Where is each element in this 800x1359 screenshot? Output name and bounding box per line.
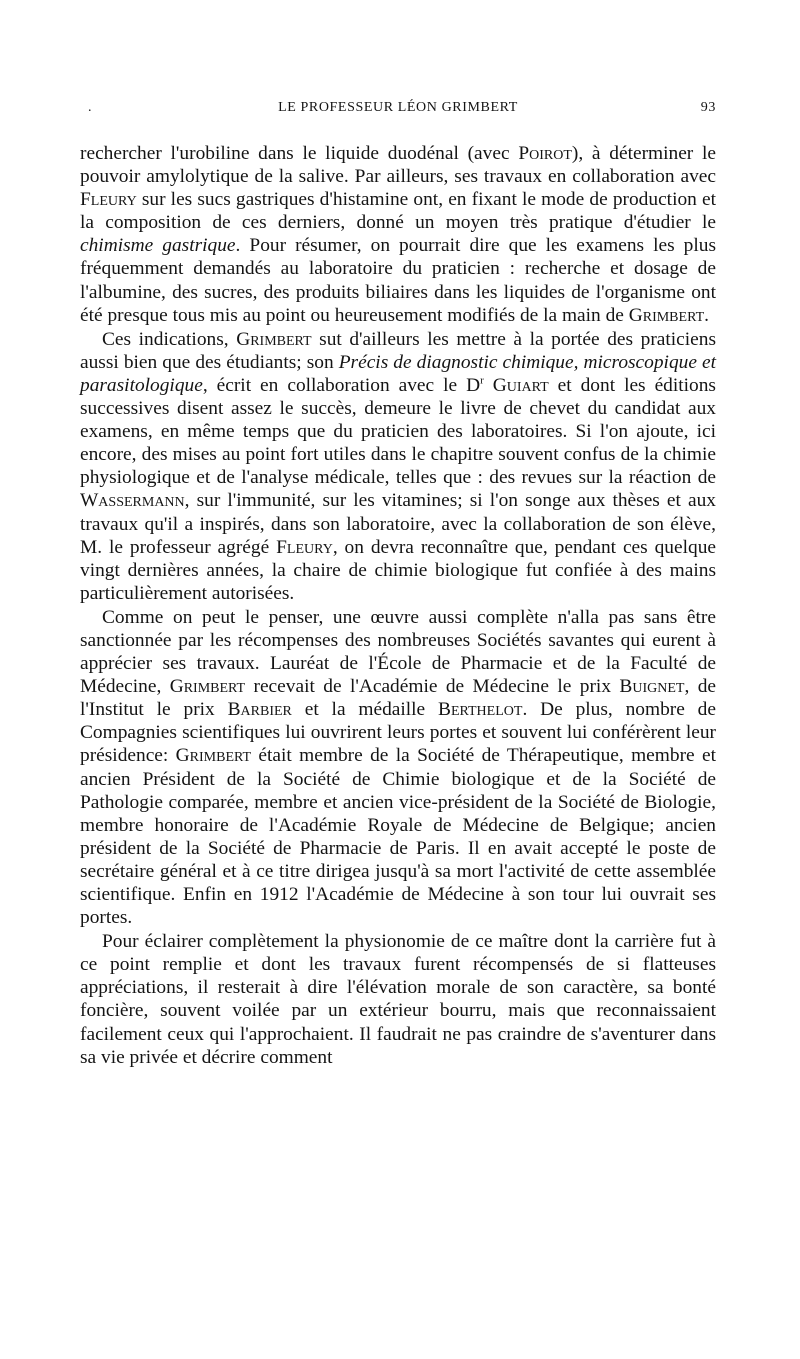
name-smallcaps: Wassermann [80, 490, 185, 512]
paragraph-3 [80, 606, 716, 929]
text-run: sur les sucs gastriques d'histamine ont, en fixant le mode de production et la composition de ces derniers, donné un moyen très pratique d'étudier le [80, 189, 716, 234]
running-title: LE PROFESSEUR LÉON GRIMBERT [278, 100, 518, 115]
paragraph-4 [80, 930, 716, 1069]
text-run: , on devra reconnaître que, pendant ces quelque vingt dernières années, la chaire de chimie biologique fut confiée à des mains particulièrement autorisées. [80, 536, 716, 604]
name-smallcaps: Poirot [518, 143, 572, 164]
name-smallcaps: Fleury [80, 189, 137, 211]
text-run: recevait de l'Académie de Médecine le prix [245, 676, 620, 698]
text-run: . [704, 304, 709, 326]
text-run: et dont les éditions successives disent assez le succès, demeure le livre de chevet du candidat aux examens, en même temps que du praticien des laboratoires. Si l'on ajoute, ici encore, des mises au point fort utiles dans le chapitre souvent confus de la chimie physiologique et de l'analyse médicale, telles que : des revues sur la réaction de [80, 374, 716, 489]
superscript: r [480, 374, 484, 387]
name-smallcaps: Grimbert [169, 676, 246, 698]
name-smallcaps: Fleury [276, 536, 333, 558]
text-run: Comme on peut le penser, une œuvre aussi complète n'alla pas sans être sanctionnée par les récompenses des nombreuses Sociétés savantes qui eurent à apprécier ses travaux. Lauréat de l'École de Pharmacie et de la Faculté de Médecine, [80, 606, 716, 698]
name-smallcaps: Grimbert [236, 328, 312, 350]
page-number: 93 [700, 100, 716, 115]
italic-title: Précis de diagnostic chimique, microscopique et parasitologique [80, 351, 716, 396]
name-smallcaps: Guiart [492, 374, 549, 396]
name-smallcaps: Buignet [619, 676, 685, 698]
paragraph-2 [80, 328, 716, 605]
text-run: , de l'Institut le prix [80, 676, 717, 721]
name-smallcaps: Barbier [227, 699, 292, 721]
name-smallcaps: Berthelot [438, 699, 523, 721]
text-run [484, 375, 493, 396]
text-run: sut d'ailleurs les mettre à la portée des praticiens aussi bien que des étudiants; son [80, 328, 716, 373]
text-run: Pour éclairer complètement la physionomie de ce maître dont la carrière fut à ce point remplie et dont les travaux furent récompensés de si flatteuses appréciations, il resterait à dire l'élévation morale de son caractère, sa bonté foncière, souvent voilée par un extérieur bourru, mais que reconnaissaient facilement ceux qui l'approchaient. Il faudrait ne pas craindre de s'aventurer dans sa vie privée et décrire comment [80, 931, 716, 1068]
text-run: ), à déterminer le pouvoir amylolytique de la salive. Par ailleurs, ses travaux en collaboration avec [80, 143, 717, 188]
text-run: . Pour résumer, on pourrait dire que les examens les plus fréquemment demandés au laboratoire du praticien : recherche et dosage de l'albumine, des sucres, des produits biliaires dans les liquides de l'organisme ont été presque tous mis au point ou heureusement modifiés de la main de [80, 235, 717, 326]
text-run: . De plus, nombre de Compagnies scientifiques lui ouvrirent leurs portes et souvent lui conférèrent leur présidence: [80, 699, 716, 767]
text-run: était membre de la Société de Thérapeutique, membre et ancien Président de la Société de Chimie biologique et de la Société de Pathologie comparée, membre et ancien vice-président de la Société de Biologie, membre honoraire de l'Académie Royale de Médecine de Belgique; ancien président de la Société de Pharmacie de Paris. Il en avait accepté le poste de secrétaire général et à ce titre dirigea jusqu'à sa mort l'activité de cette assemblée scientifique. Enfin en 1912 l'Académie de Médecine à son tour lui ouvrait ses portes. [80, 745, 716, 929]
running-head [80, 100, 716, 126]
book-page [80, 100, 716, 1069]
text-run: rechercher l'urobiline dans le liquide duodénal (avec [80, 143, 519, 164]
italic-title: chimisme gastrique [80, 235, 236, 257]
name-smallcaps: Grimbert [175, 745, 252, 767]
body-text [80, 142, 716, 1069]
text-run: Ces indications, [102, 328, 237, 350]
text-run: , écrit en collaboration avec le D [202, 374, 481, 396]
name-smallcaps: Grimbert [628, 304, 705, 326]
text-run: , sur l'immunité, sur les vitamines; si l'on songe aux thèses et aux travaux qu'il a inspirés, dans son laboratoire, avec la collaboration de son élève, M. le professeur agrégé [80, 490, 716, 558]
header-mark: . [88, 100, 93, 115]
text-run: et la médaille [291, 699, 439, 721]
paragraph-1 [80, 142, 716, 327]
